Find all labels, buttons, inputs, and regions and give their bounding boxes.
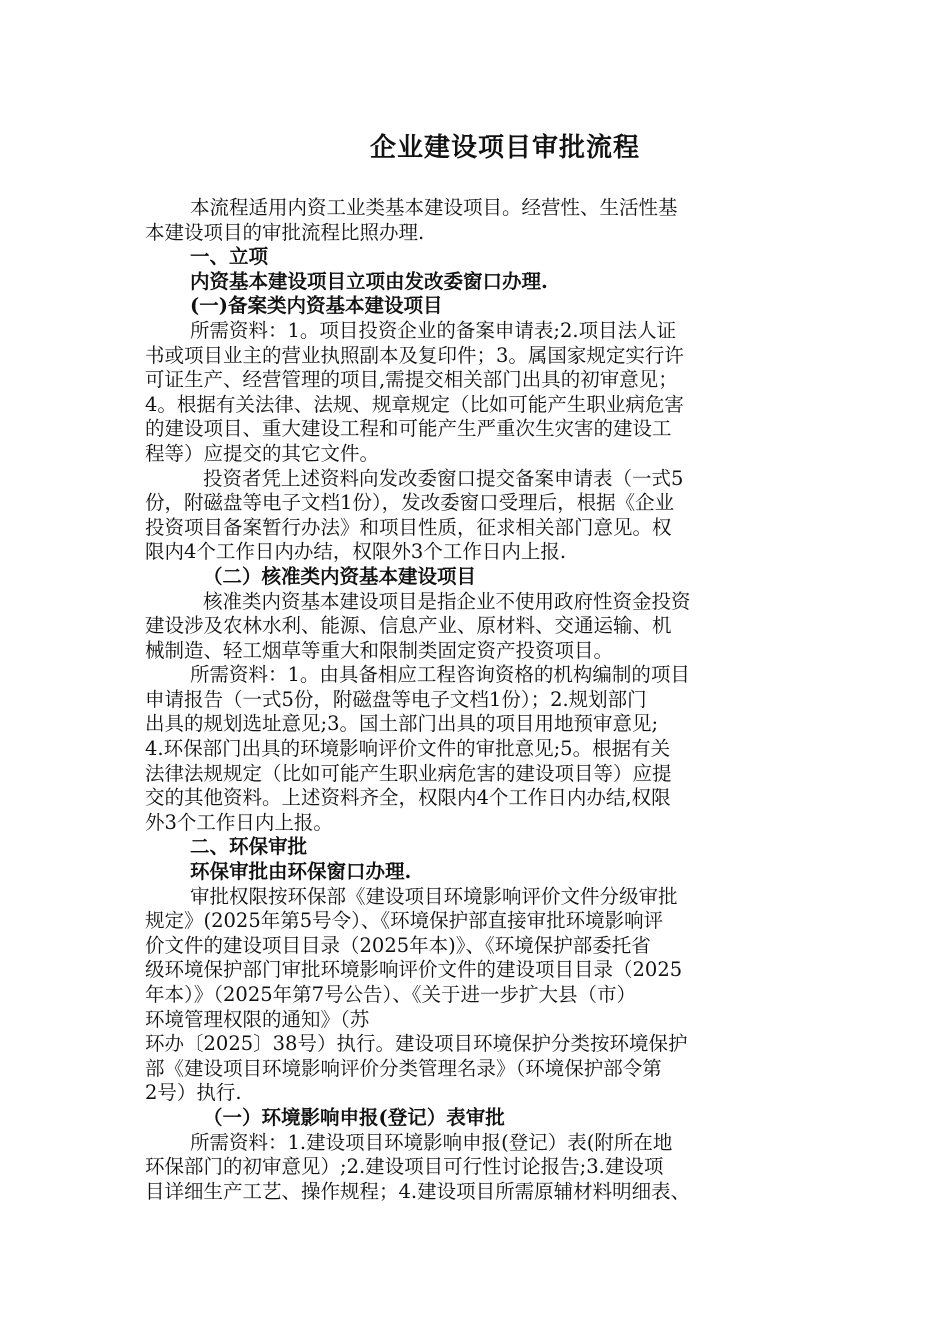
paragraph-line: 限内4个工作日内办结，权限外3个工作日内上报. [145, 540, 567, 564]
paragraph-line: 所需资料：1。由具备相应工程咨询资格的机构编制的项目 [190, 663, 690, 687]
paragraph-line: 规定》(2025年第5号令）、《环境保护部直接审批环境影响评 [145, 909, 664, 933]
paragraph-line: 2号）执行. [145, 1081, 242, 1105]
paragraph-line: 械制造、轻工烟草等重大和限制类固定资产投资项目。 [145, 638, 614, 662]
paragraph-line: 目详细生产工艺、操作规程；4.建设项目所需原辅材料明细表、 [145, 1179, 691, 1203]
subsection-heading: （一）环境影响申报(登记）表审批 [203, 1105, 505, 1129]
section-heading: 一、立项 [190, 245, 269, 269]
paragraph-line: 部《建设项目环境影响评价分类管理名录》（环境保护部令第 [145, 1056, 662, 1080]
paragraph-line: 书或项目业主的营业执照副本及复印件；3。属国家规定实行许 [145, 343, 684, 367]
paragraph-line: 法律法规规定（比如可能产生职业病危害的建设项目等）应提 [145, 761, 672, 785]
paragraph-line: 级环境保护部门审批环境影响评价文件的建设项目目录（2025 [145, 958, 683, 982]
paragraph-line: 申请报告（一式5份，附磁盘等电子文档1份）；2.规划部门 [145, 687, 647, 711]
paragraph-line: 审批权限按环保部《建设项目环境影响评价文件分级审批 [190, 884, 678, 908]
paragraph-line: 建设涉及农林水利、能源、信息产业、原材料、交通运输、机 [145, 614, 672, 638]
paragraph-line: 程等）应提交的其它文件。 [145, 441, 380, 465]
paragraph-line: 份，附磁盘等电子文档1份），发改委窗口受理后，根据《企业 [145, 491, 675, 515]
section-note: 内资基本建设项目立项由发改委窗口办理. [190, 269, 548, 293]
paragraph-line: 4.环保部门出具的环境影响评价文件的审批意见;5。根据有关 [145, 737, 671, 761]
paragraph-line: 的建设项目、重大建设工程和可能产生严重次生灾害的建设工 [145, 417, 672, 441]
paragraph-line: 本流程适用内资工业类基本建设项目。经营性、生活性基 [190, 196, 678, 219]
paragraph-line: 投资者凭上述资料向发改委窗口提交备案申请表（一式5 [203, 466, 684, 490]
paragraph-line: 年本）》（2025年第7号公告）、《关于进一步扩大县（市） [145, 983, 637, 1006]
paragraph-line: 交的其他资料。上述资料齐全，权限内4个工作日内办结,权限 [145, 786, 671, 810]
paragraph-line: 本建设项目的审批流程比照办理. [145, 220, 425, 244]
paragraph-line: 出具的规划选址意见;3。国土部门出具的项目用地预审意见; [145, 712, 659, 736]
paragraph-line: 价文件的建设项目目录（2025年本)》、《环境保护部委托省 [145, 933, 651, 957]
paragraph-line: 环境管理权限的通知》（苏 [145, 1007, 370, 1031]
paragraph-line: 所需资料：1.建设项目环境影响申报(登记）表(附所在地 [190, 1130, 673, 1154]
paragraph-line: 环办〔2025〕38号）执行。建设项目环境保护分类按环境保护 [145, 1032, 688, 1056]
subsection-heading: （二）核准类内资基本建设项目 [203, 564, 477, 588]
document-title: 企业建设项目审批流程 [369, 133, 640, 163]
subsection-heading: (一)备案类内资基本建设项目 [190, 294, 443, 318]
section-heading: 二、环保审批 [190, 835, 308, 859]
paragraph-line: 4。根据有关法律、法规、规章规定（比如可能产生职业病危害 [145, 392, 684, 416]
paragraph-line: 外3个工作日内上报。 [145, 810, 333, 834]
paragraph-line: 投资项目备案暂行办法》和项目性质，征求相关部门意见。权 [145, 515, 672, 539]
paragraph-line: 可证生产、经营管理的项目,需提交相关部门出具的初审意见； [145, 368, 678, 392]
document-body [145, 196, 815, 1204]
paragraph-line: 所需资料：1。项目投资企业的备案申请表;2.项目法人证 [190, 318, 677, 342]
paragraph-line: 核准类内资基本建设项目是指企业不使用政府性资金投资 [203, 589, 691, 613]
paragraph-line: 环保部门的初审意见）;2.建设项目可行性讨论报告;3.建设项 [145, 1155, 664, 1179]
section-note: 环保审批由环保窗口办理. [190, 860, 412, 884]
